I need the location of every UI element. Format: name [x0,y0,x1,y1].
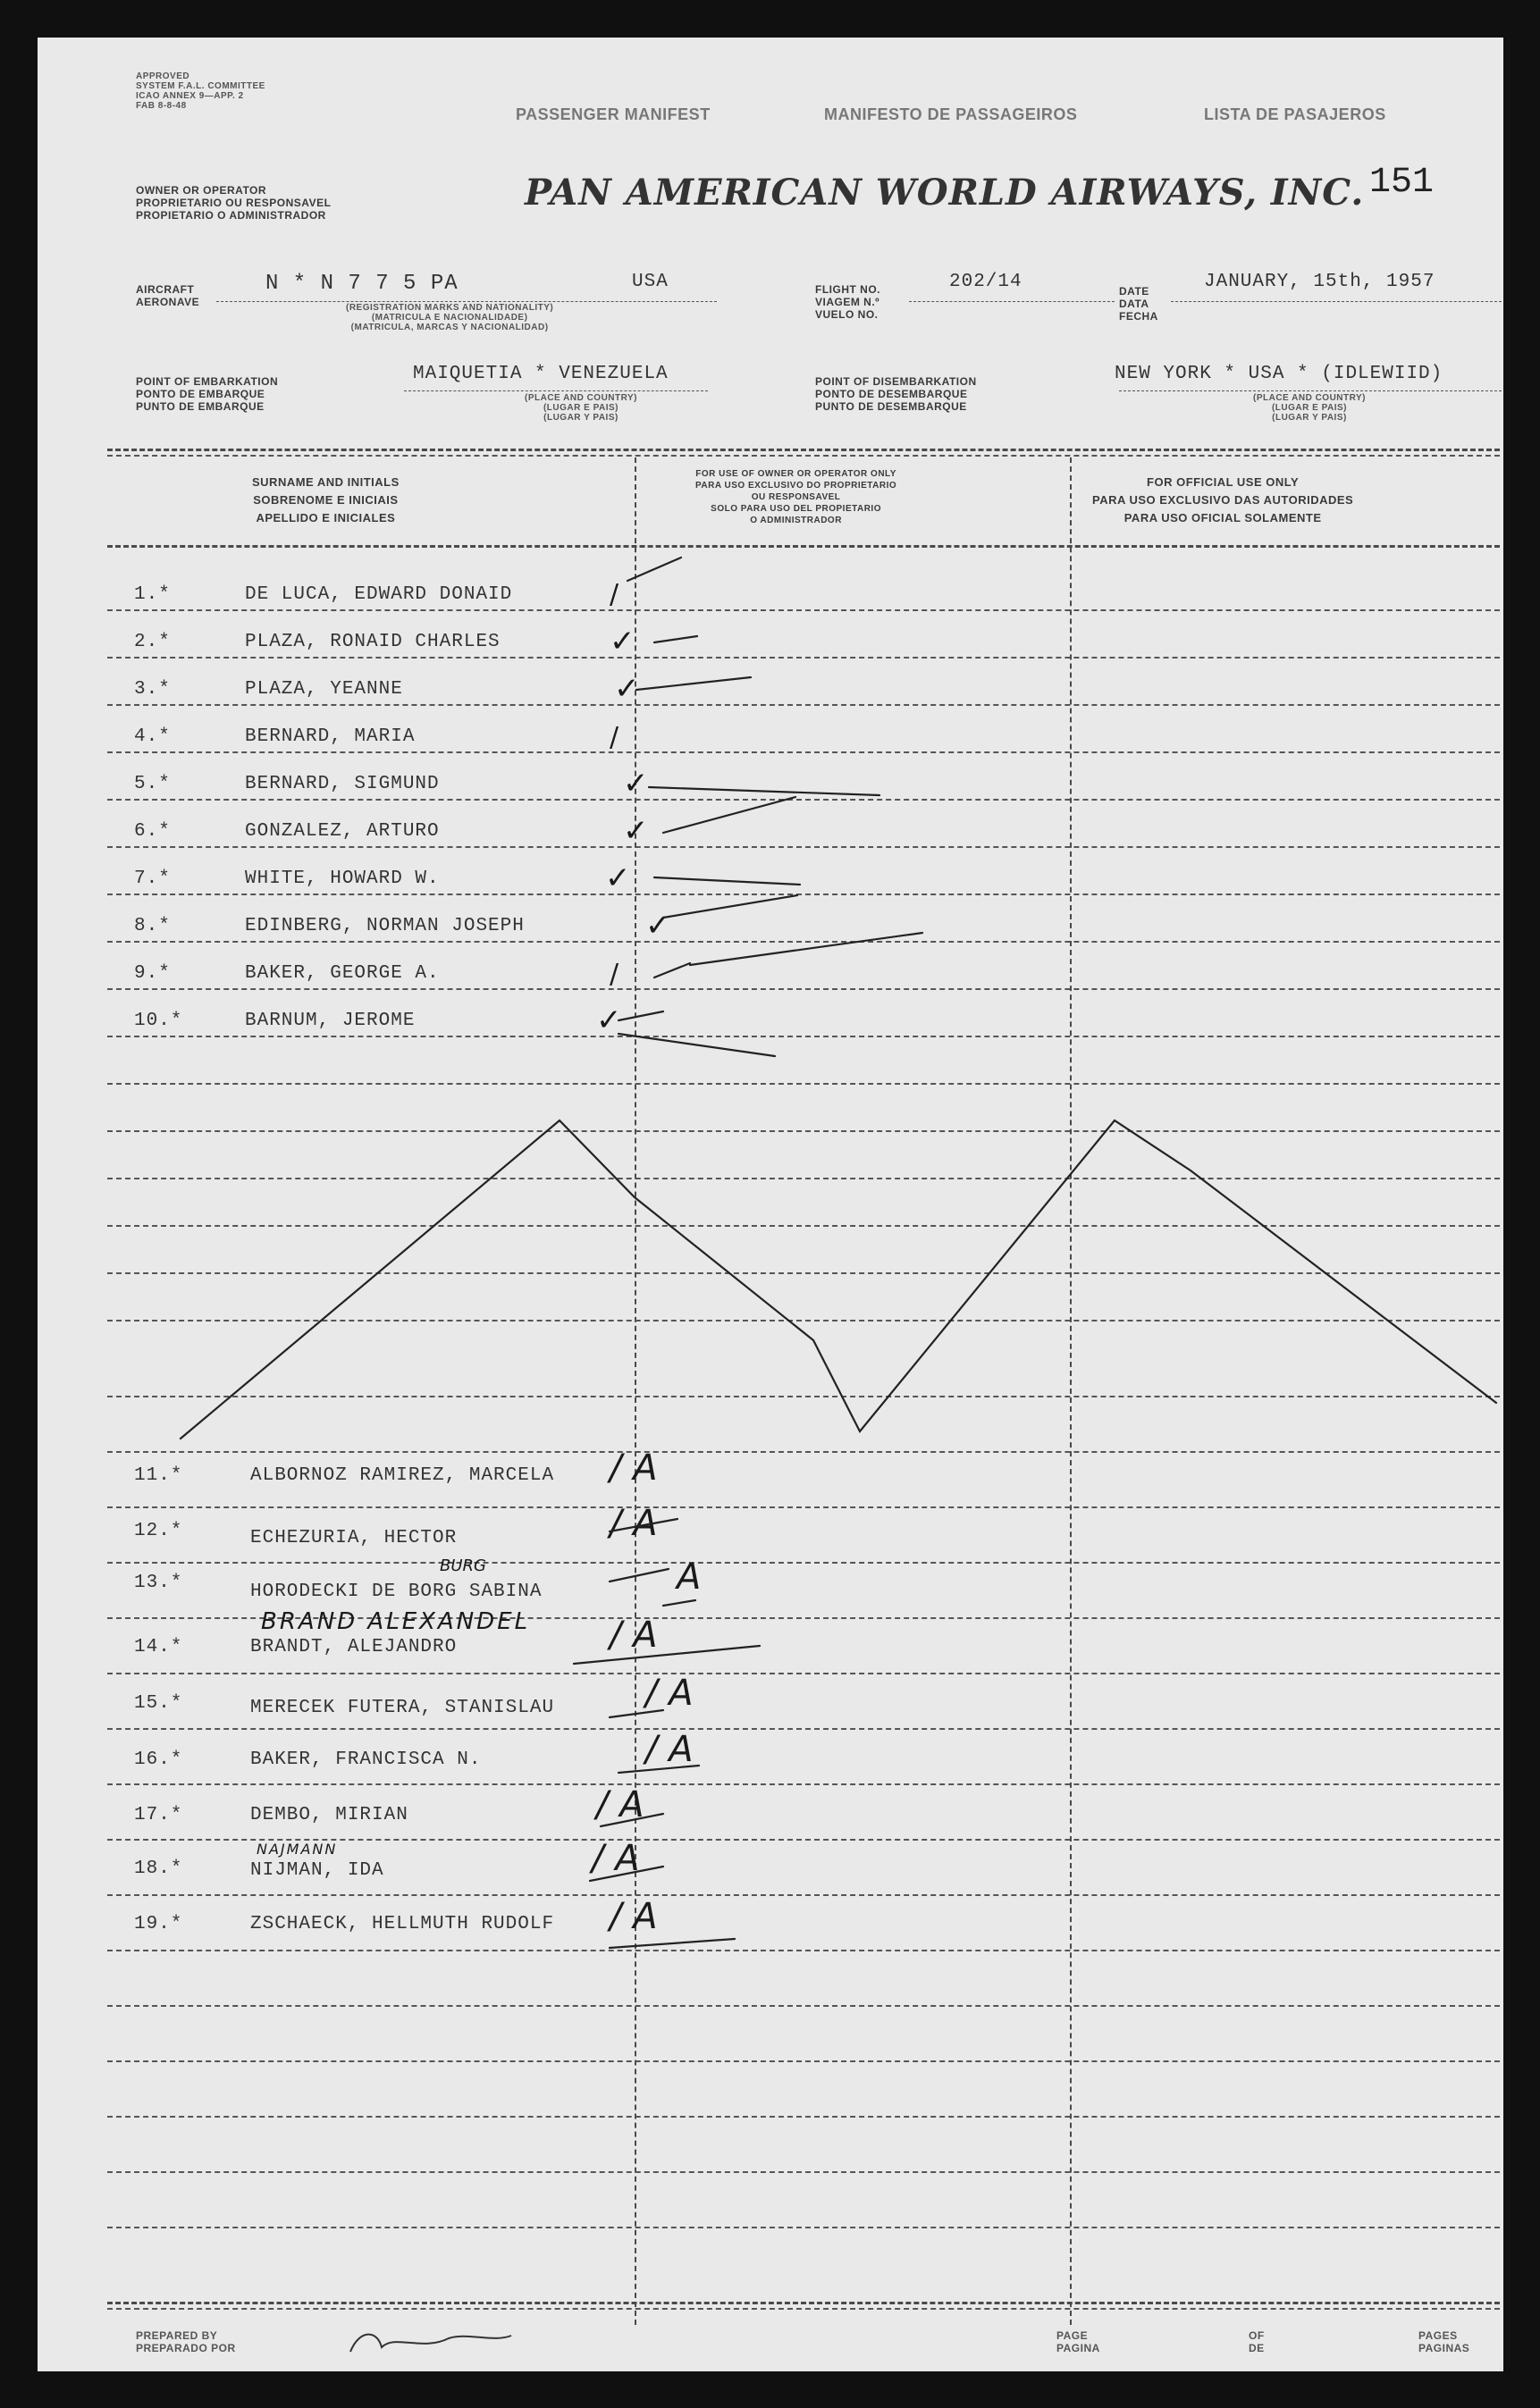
admission-mark: / A [592,1838,640,1879]
caption-line: (LUGAR E PAIS) [1271,403,1348,413]
passenger-number: 3.* [134,679,171,700]
admission-mark: / A [596,1784,644,1825]
embark-value: MAIQUETIA * VENEZUELA [413,364,669,384]
admission-mark: / A [645,1673,694,1714]
check-mark: ✓ [610,624,635,659]
page-label-line: PAGINA [1056,2342,1100,2354]
admission-mark: / A [610,1615,658,1656]
tick-stroke [654,877,800,885]
tick-stroke [627,558,681,581]
aircraft-value: N * N 7 7 5 PA [265,272,459,296]
dash-stroke [610,1519,677,1531]
passenger-number: 5.* [134,774,171,794]
admission-mark: / A [610,1503,658,1544]
approval-line: ICAO ANNEX 9—APP. 2 [136,91,244,101]
dash-stroke [610,1939,735,1948]
tick-stroke [663,797,795,833]
col-header-line: SURNAME AND INITIALS [252,475,400,489]
date-label-line: FECHA [1119,310,1158,323]
col-header-line: FOR USE OF OWNER OR OPERATOR ONLY [695,469,896,479]
flight-value: 202/14 [949,272,1022,292]
admission-mark: / A [610,1896,658,1937]
passenger-number: 12.* [134,1521,183,1541]
col-header-line: O ADMINISTRADOR [750,516,842,525]
date-value: JANUARY, 15th, 1957 [1204,272,1435,292]
owner-label-line: PROPIETARIO O ADMINISTRADOR [136,209,326,222]
caption-line: (PLACE AND COUNTRY) [1253,393,1366,403]
check-mark: ✓ [645,908,671,944]
flight-label-line: VIAGEM N.º [815,296,880,308]
page-label [1056,2329,1100,2354]
passenger-name: BAKER, GEORGE A. [245,963,440,984]
dash-stroke [610,1569,669,1582]
prepared-by-label [136,2329,236,2354]
airline-name: PAN AMERICAN WORLD AIRWAYS, INC. [525,172,1365,214]
disembark-label-line: POINT OF DISEMBARKATION [815,375,977,388]
passenger-name: WHITE, HOWARD W. [245,868,440,889]
passenger-number: 18.* [134,1858,183,1879]
check-mark: / [610,959,619,990]
col-header-line: SOLO PARA USO DEL PROPIETARIO [711,504,881,514]
admission-mark: / A [610,1447,658,1489]
passenger-name: BRANDT, ALEJANDRO [250,1637,458,1657]
footer-rule [107,2302,1500,2304]
flight-label-line: FLIGHT NO. [815,283,880,296]
passenger-number: 9.* [134,963,171,984]
check-mark: ✓ [623,766,649,801]
embark-label-line: PUNTO DE EMBARQUE [136,400,265,413]
col-header-line: PARA USO EXCLUSIVO DO PROPRIETARIO [695,481,897,491]
caption-line: (PLACE AND COUNTRY) [525,393,637,403]
check-mark: / [610,722,619,753]
col-header-line: SOBRENOME E INICIAIS [253,493,399,507]
tick-stroke [619,1011,775,1056]
passenger-name: BARNUM, JEROME [245,1011,416,1031]
footer-rule-2 [107,2308,1500,2310]
col-header-line: FOR OFFICIAL USE ONLY [1147,475,1300,489]
owner-label-line: PROPRIETARIO OU RESPONSAVEL [136,197,332,209]
col-header-line: APELLIDO E INICIALES [256,511,396,524]
passenger-name: BERNARD, MARIA [245,726,416,747]
passenger-number: 2.* [134,632,171,652]
check-mark: ✓ [596,1003,622,1038]
passenger-number: 14.* [134,1637,183,1657]
passenger-name: BERNARD, SIGMUND [245,774,440,794]
passenger-number: 13.* [134,1573,183,1593]
aircraft-label-line: AIRCRAFT [136,283,195,296]
check-mark: / [610,579,619,610]
of-label [1249,2329,1265,2354]
admission-mark: A [677,1556,702,1598]
tick-stroke [636,677,751,690]
passenger-number: 1.* [134,584,171,605]
title-spanish: LISTA DE PASAJEROS [1204,105,1386,123]
passenger-number: 4.* [134,726,171,747]
passenger-number: 7.* [134,868,171,889]
dash-stroke [590,1867,663,1881]
nationality-value: USA [632,272,669,292]
embark-label-line: PONTO DE EMBARQUE [136,388,265,400]
embark-label-line: POINT OF EMBARKATION [136,375,279,388]
date-label-line: DATE [1119,285,1149,298]
tick-stroke [654,963,690,977]
dash-stroke [619,1766,699,1773]
caption-line: (REGISTRATION MARKS AND NATIONALITY) [346,303,554,313]
prepared-by-line: PREPARADO POR [136,2342,236,2354]
manifest-sheet [38,38,1503,2371]
passenger-number: 11.* [134,1465,183,1486]
passenger-number: 8.* [134,916,171,936]
passenger-name: PLAZA, YEANNE [245,679,403,700]
passenger-name: NIJMAN, IDA [250,1860,384,1881]
tick-stroke [690,933,922,965]
tick-stroke [663,895,797,918]
prepared-by-line: PREPARED BY [136,2329,218,2342]
preparer-signature [341,2325,547,2361]
passenger-name: ALBORNOZ RAMIREZ, MARCELA [250,1465,555,1486]
col-header-line: PARA USO OFICIAL SOLAMENTE [1123,511,1322,524]
passenger-name: BAKER, FRANCISCA N. [250,1749,482,1770]
passenger-name: DEMBO, MIRIAN [250,1805,408,1825]
col-header-line: PARA USO EXCLUSIVO DAS AUTORIDADES [1092,493,1354,507]
passenger-name: HORODECKI DE BORG SABINA [250,1582,543,1602]
check-mark: ✓ [623,813,649,849]
caption-line: (LUGAR Y PAIS) [1272,413,1347,423]
caption-line: (LUGAR Y PAIS) [543,413,619,423]
check-mark: ✓ [614,671,640,707]
passenger-number: 15.* [134,1693,183,1714]
page-number: 151 [1369,163,1435,203]
caption-line: (MATRICULA, MARCAS Y NACIONALIDAD) [350,323,549,332]
passenger-number: 17.* [134,1805,183,1825]
dash-stroke [574,1646,760,1664]
disembark-label-line: PONTO DE DESEMBARQUE [815,388,968,400]
title-english: PASSENGER MANIFEST [516,105,711,123]
date-label-line: DATA [1119,298,1149,310]
owner-label-line: OWNER OR OPERATOR [136,184,267,197]
void-zigzag-line [181,1120,1496,1439]
disembark-label-line: PUNTO DE DESEMBARQUE [815,400,967,413]
caption-line: (LUGAR E PAIS) [543,403,619,413]
passenger-name: DE LUCA, EDWARD DONAID [245,584,513,605]
pages-label-line: PAGES [1418,2329,1458,2342]
disembark-value: NEW YORK * USA * (IDLEWIID) [1115,364,1443,384]
passenger-name: EDINBERG, NORMAN JOSEPH [245,916,525,936]
approval-line: SYSTEM F.A.L. COMMITTEE [136,81,265,91]
pages-label-line: PAGINAS [1418,2342,1470,2354]
passenger-number: 16.* [134,1749,183,1770]
tick-stroke [654,636,697,642]
passenger-number: 19.* [134,1914,183,1934]
of-label-line: DE [1249,2342,1265,2354]
page-label-line: PAGE [1056,2329,1089,2342]
passenger-number: 6.* [134,821,171,842]
passenger-number: 10.* [134,1011,183,1031]
admission-mark: / A [645,1729,694,1770]
flight-label-line: VUELO NO. [815,308,879,321]
check-mark: ✓ [605,860,631,896]
passenger-name: PLAZA, RONAID CHARLES [245,632,501,652]
handwritten-correction: BRAND ALEXANDEL [261,1608,531,1635]
of-label-line: OF [1249,2329,1265,2342]
dash-stroke [601,1814,663,1826]
dash-stroke [610,1710,663,1717]
handwritten-strokes [38,38,1503,2371]
approval-line: APPROVED [136,71,190,81]
col-header-line: OU RESPONSAVEL [751,492,841,502]
caption-line: (MATRICULA E NACIONALIDADE) [371,313,528,323]
passenger-name: MERECEK FUTERA, STANISLAU [250,1698,555,1718]
tick-stroke [649,787,879,795]
passenger-name: ECHEZURIA, HECTOR [250,1528,458,1548]
aircraft-label-line: AERONAVE [136,296,200,308]
passenger-name: ZSCHAECK, HELLMUTH RUDOLF [250,1914,555,1934]
passenger-name: GONZALEZ, ARTURO [245,821,440,842]
handwritten-correction: BURG [440,1556,486,1575]
title-portuguese: MANIFESTO DE PASSAGEIROS [824,105,1078,123]
approval-line: FAB 8-8-48 [136,101,187,111]
pages-label [1418,2329,1469,2354]
dash-stroke [663,1600,695,1606]
handwritten-correction: NAJMANN [257,1841,338,1858]
